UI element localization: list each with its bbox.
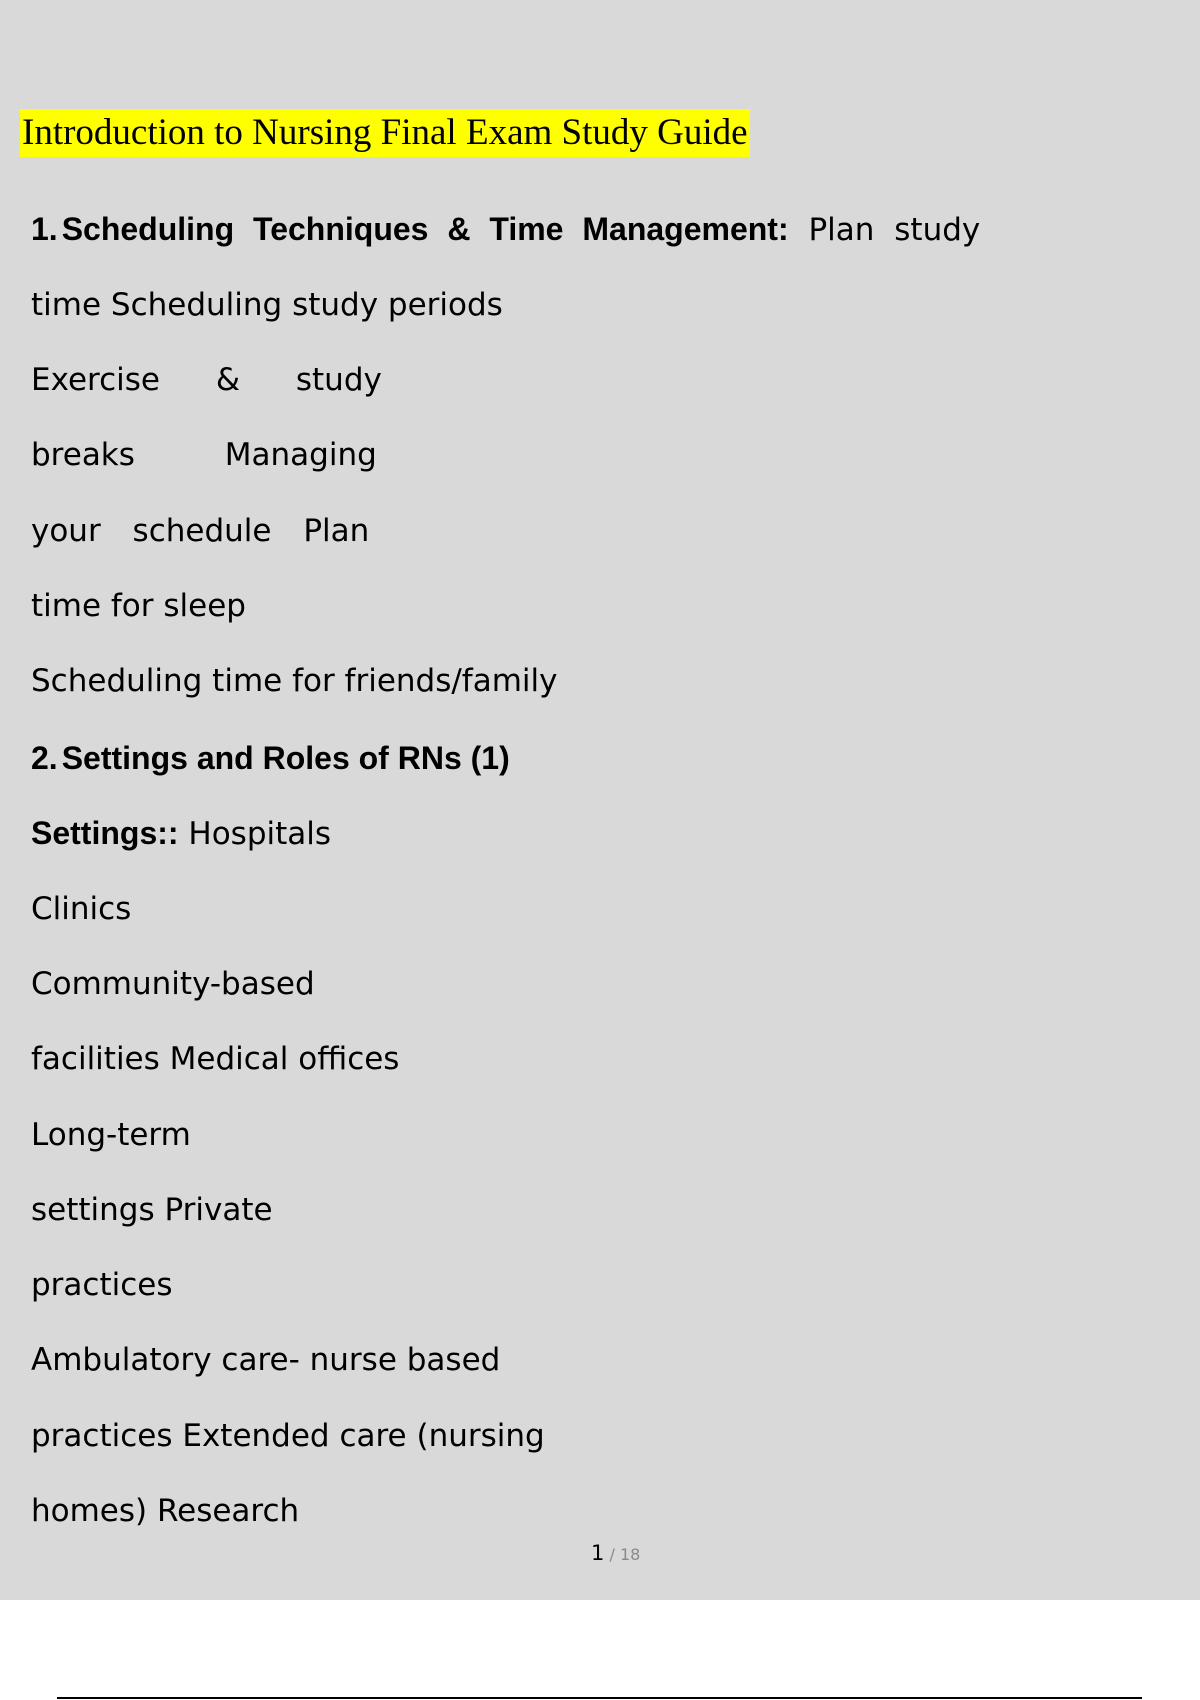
section-1-line: time for sleep [31,588,246,624]
section-2-line: Community-based [31,966,315,1002]
page-indicator [591,1541,640,1565]
section-2-number: 2. [31,740,58,776]
section-1-line: time Scheduling study periods [31,287,503,323]
section-2-heading: Settings and Roles of RNs (1) [61,740,510,776]
section-2-line: homes) Research [31,1493,300,1529]
section-2-line: facilities Medical offices [31,1041,400,1077]
section-2-line: Ambulatory care- nurse based [31,1342,501,1378]
section-1-heading-tail: Plan study [808,212,981,248]
section-2-heading-line [31,740,510,777]
page-current-number: 1 [591,1541,605,1565]
section-2-line: settings Private [31,1192,273,1228]
section-1-heading: Scheduling Techniques & Time Management: [61,211,789,247]
section-1-line: Exercise & study [31,362,382,398]
page-total: / 18 [609,1545,641,1564]
section-1-line: your schedule Plan [31,513,370,549]
section-2-line: Clinics [31,891,132,927]
settings-first-value: Hospitals [188,816,332,852]
next-page-rule [57,1697,1142,1699]
settings-label: Settings:: [31,815,179,851]
document-title: Introduction to Nursing Final Exam Study Guide [20,109,750,157]
section-1-heading-line [31,211,980,248]
section-1-line: Scheduling time for friends/family [31,663,558,699]
section-2-line: practices [31,1267,173,1303]
settings-line [31,815,331,852]
section-2-line: practices Extended care (nursing [31,1418,545,1454]
section-1-line: breaks Managing [31,437,377,473]
section-1-number: 1. [31,211,58,247]
section-2-line: Long-term [31,1117,191,1153]
